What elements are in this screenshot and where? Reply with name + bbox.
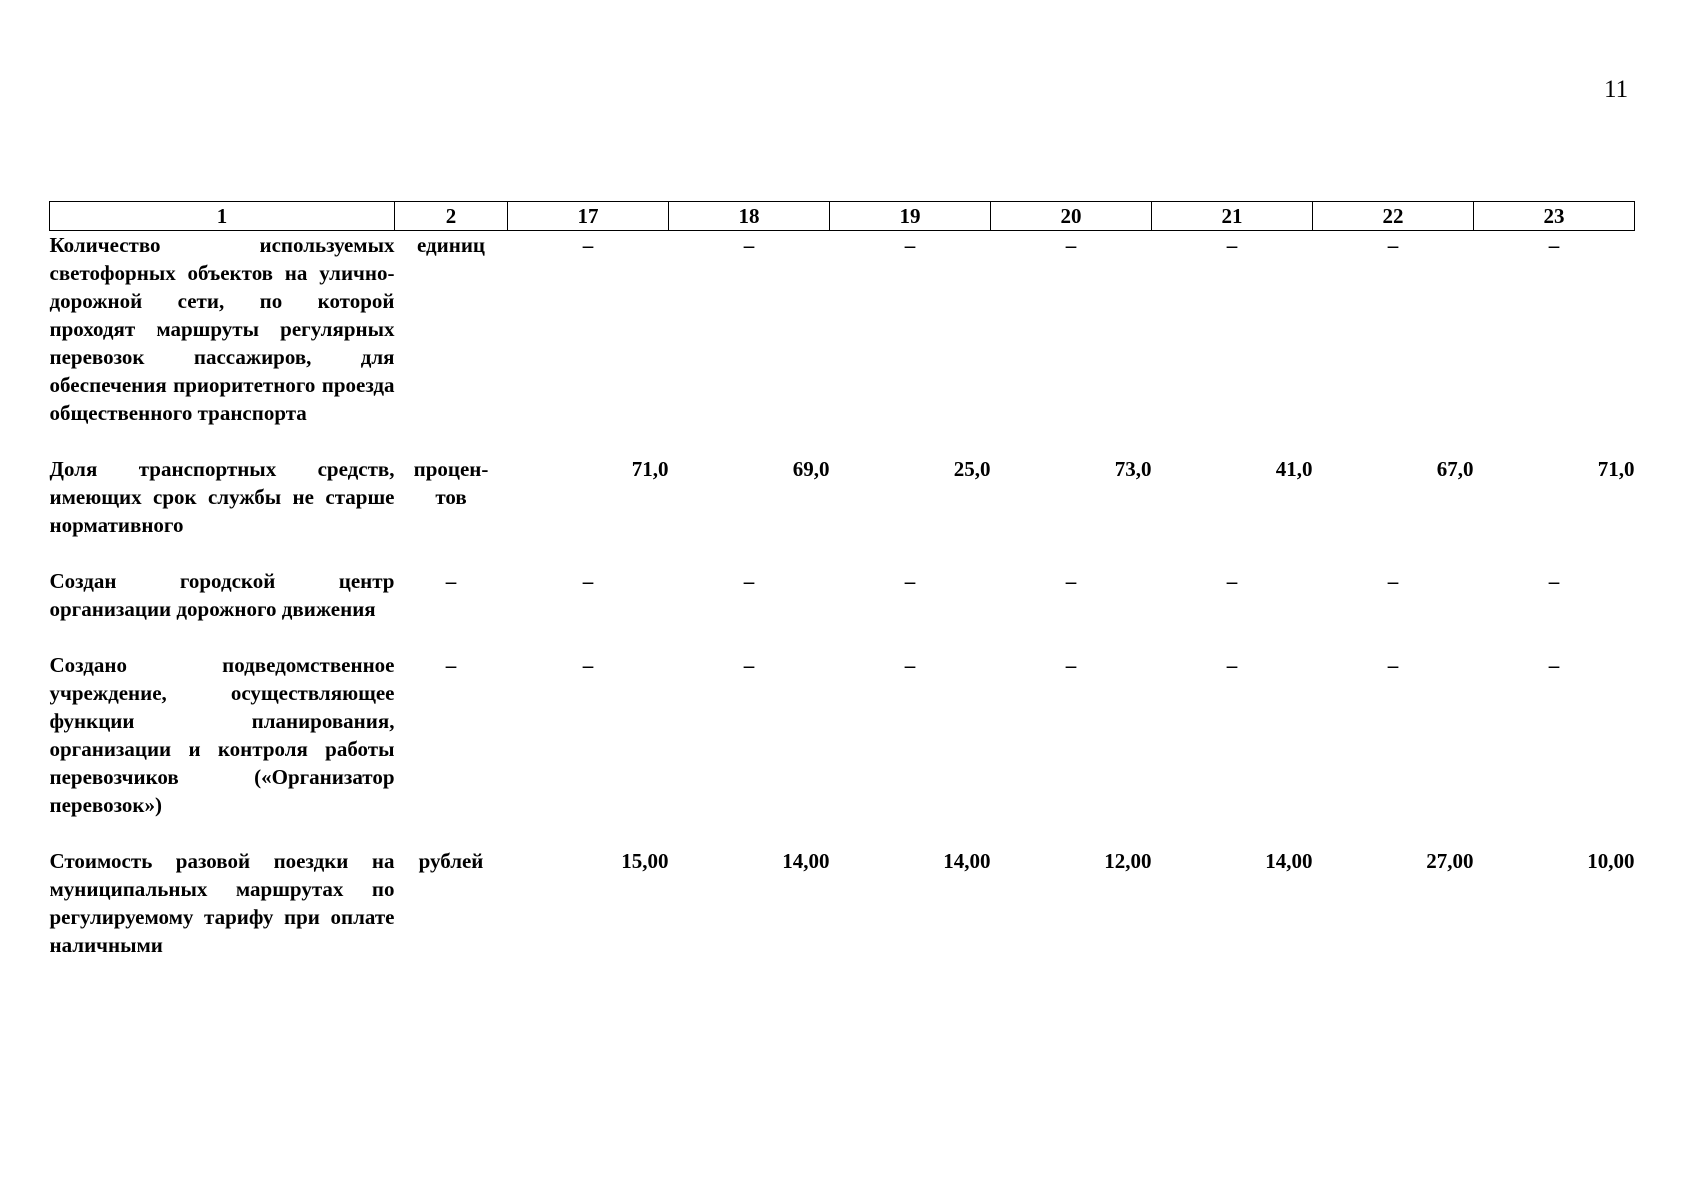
table-row (50, 455, 1635, 539)
indicator-unit: процен- тов (413, 457, 489, 509)
indicator-value: 14,00 (782, 849, 830, 873)
indicator-value: – (1387, 653, 1399, 677)
indicator-value: 41,0 (1275, 457, 1313, 481)
indicator-value: – (743, 569, 755, 593)
indicator-value: – (1387, 233, 1399, 257)
column-header: 21 (1152, 202, 1313, 231)
indicator-name: Создан городской центр организации дорожного движения (49, 569, 395, 621)
indicator-value: 69,0 (792, 457, 830, 481)
column-header: 18 (669, 202, 830, 231)
indicator-value: – (582, 233, 594, 257)
indicator-value: 71,0 (631, 457, 669, 481)
table-row (50, 231, 1635, 428)
indicators-table (49, 201, 1635, 959)
indicator-value: – (1548, 233, 1560, 257)
indicator-name: Доля транспортных средств, имеющих срок службы не старше нормативного (49, 457, 395, 537)
table-header-row (50, 202, 1635, 231)
indicator-unit: единиц (416, 233, 486, 257)
indicator-value: – (1226, 653, 1238, 677)
table-row (50, 567, 1635, 623)
table-row (50, 847, 1635, 959)
indicator-value: 10,00 (1587, 849, 1635, 873)
column-header: 17 (508, 202, 669, 231)
row-spacer (50, 623, 1635, 651)
indicator-value: – (743, 233, 755, 257)
indicator-value: 67,0 (1436, 457, 1474, 481)
indicator-value: – (904, 233, 916, 257)
column-header: 2 (395, 202, 508, 231)
indicator-value: 14,00 (1265, 849, 1313, 873)
column-header: 19 (830, 202, 991, 231)
indicator-value: – (1226, 233, 1238, 257)
indicator-value: – (582, 569, 594, 593)
indicator-value: – (1065, 233, 1077, 257)
indicator-value: – (1548, 653, 1560, 677)
indicator-value: 14,00 (943, 849, 991, 873)
indicator-value: 27,00 (1426, 849, 1474, 873)
row-spacer (50, 427, 1635, 455)
indicator-value: – (904, 653, 916, 677)
indicator-value: 73,0 (1114, 457, 1152, 481)
indicator-value: 71,0 (1597, 457, 1635, 481)
row-spacer (50, 819, 1635, 847)
indicator-value: – (582, 653, 594, 677)
column-header: 20 (991, 202, 1152, 231)
indicator-value: – (1065, 569, 1077, 593)
page-number: 11 (1604, 76, 1629, 103)
column-header: 22 (1313, 202, 1474, 231)
indicator-value: 25,0 (953, 457, 991, 481)
indicator-unit: рублей (418, 849, 484, 873)
indicator-name: Создано подведомственное учреждение, осуществляющее функции планирования, организации и контроля работы перевозчиков («Организатор перевозок») (49, 653, 395, 817)
indicator-value: – (743, 653, 755, 677)
indicator-unit: – (445, 653, 457, 677)
indicator-value: – (1387, 569, 1399, 593)
indicator-value: – (1226, 569, 1238, 593)
indicator-value: – (1065, 653, 1077, 677)
indicator-value: – (1548, 569, 1560, 593)
indicator-value: 15,00 (621, 849, 669, 873)
row-spacer (50, 539, 1635, 567)
indicator-value: 12,00 (1104, 849, 1152, 873)
table-row (50, 651, 1635, 819)
indicator-value: – (904, 569, 916, 593)
indicator-name: Количество используемых светофорных объектов на улично-дорожной сети, по которой проходят маршруты регулярных перевозок пассажиров, для обеспечения приоритетного проезда общественного транспорта (49, 233, 395, 425)
indicator-unit: – (445, 569, 457, 593)
indicator-name: Стоимость разовой поездки на муниципальных маршрутах по регулируемому тарифу при оплате наличными (49, 849, 395, 957)
column-header: 1 (50, 202, 395, 231)
column-header: 23 (1474, 202, 1635, 231)
